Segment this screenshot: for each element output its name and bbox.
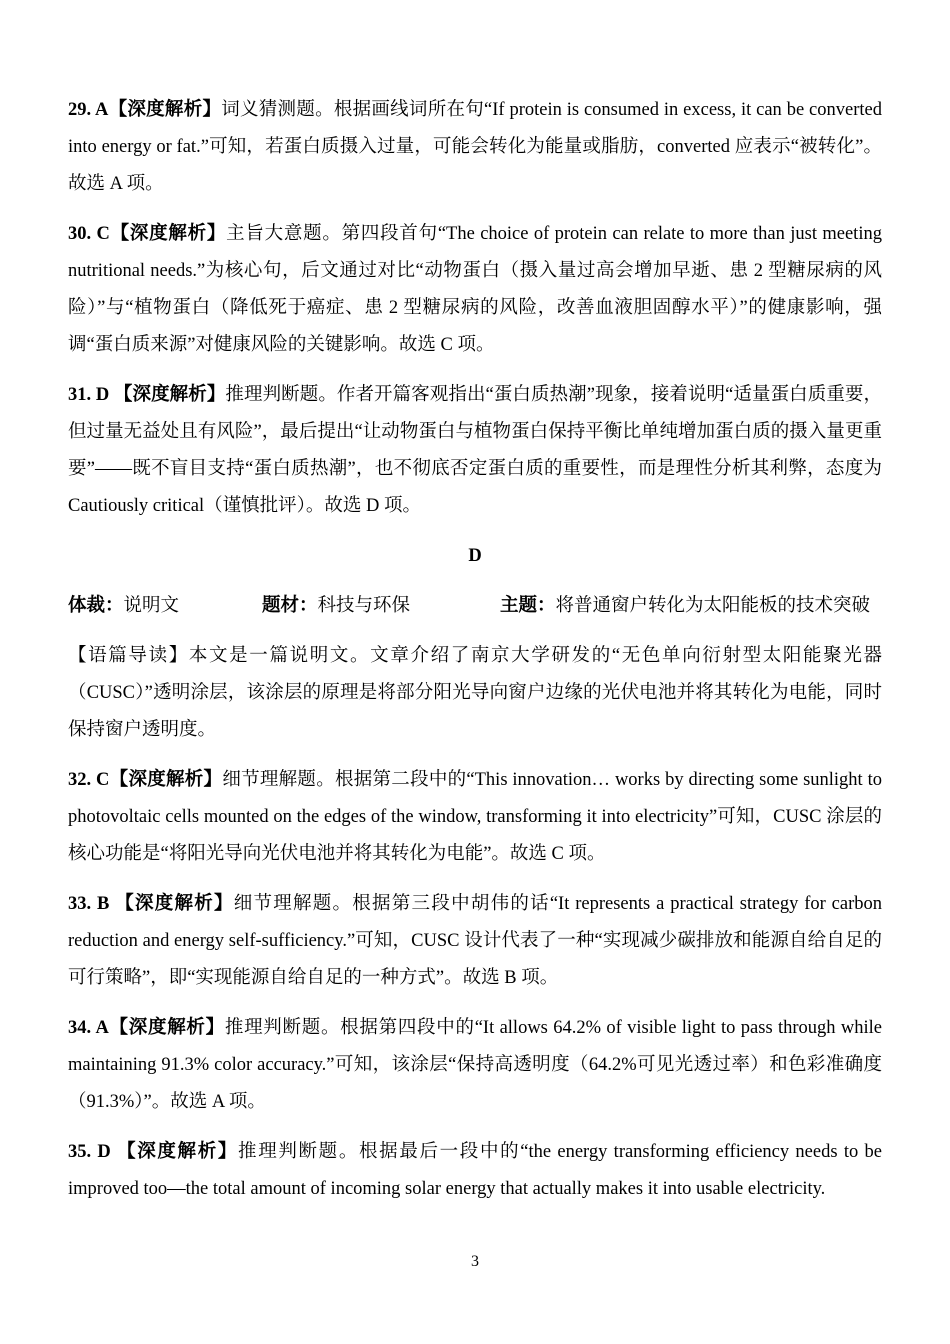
item-label: 29. A [68, 100, 109, 120]
analysis-tag: 【深度解析】 [108, 1018, 225, 1038]
answer-item-34 [68, 1010, 882, 1121]
analysis-tag: 【深度解析】 [113, 385, 226, 405]
item-label: 30. C [68, 224, 110, 244]
item-text: 主旨大意题。第四段首句“The choice of protein can relate to more than just meeting nutritional needs.”为核心句，后文通过对比“动物蛋白（摄入量过高会增加早逝、患 2 型糖尿病的风险）”与“植物蛋白（降低死于癌症、患 2 型糖尿病的风险，改善血液胆固醇水平）”的健康影响，强调“蛋白质来源”对健康风险的关键影响。故选 C 项。 [68, 224, 882, 355]
answer-item-30 [68, 216, 882, 364]
analysis-tag: 【深度解析】 [109, 770, 223, 790]
passage-meta [68, 588, 882, 625]
meta-theme [500, 588, 882, 625]
meta-genre-value: 说明文 [123, 596, 180, 616]
item-text: 推理判断题。作者开篇客观指出“蛋白质热潮”现象，接着说明“适量蛋白质重要，但过量无益处且有风险”，最后提出“让动物蛋白与植物蛋白保持平衡比单纯增加蛋白质的摄入量更重要”——既不盲目支持“蛋白质热潮”，也不彻底否定蛋白质的重要性，而是理性分析其利弊，态度为 Cautiously critical（谨慎批评）。故选 D 项。 [68, 385, 882, 516]
item-text: 细节理解题。根据第三段中胡伟的话“It represents a practical strategy for carbon reduction and energy self-sufficiency.”可知，CUSC 设计代表了一种“实现减少碳排放和能源自给自足的可行策略”，即“实现能源自给自足的一种方式”。故选 B 项。 [68, 894, 882, 988]
meta-genre-label: 体裁： [68, 596, 124, 616]
meta-theme-label: 主题： [500, 596, 556, 616]
item-text: 细节理解题。根据第二段中的“This innovation… works by directing some sunlight to photovoltaic cells mounted on the edges of the window, transforming it into electricity”可知，CUSC 涂层的核心功能是“将阳光导向光伏电池并将其转化为电能”。故选 C 项。 [68, 770, 882, 864]
page-number: 3 [471, 1253, 479, 1270]
answer-item-31 [68, 377, 882, 525]
item-label: 33. B [68, 894, 116, 914]
passage-section-heading: D [468, 546, 482, 566]
analysis-tag: 【深度解析】 [108, 100, 222, 120]
meta-genre [68, 588, 262, 625]
meta-material-label: 题材： [262, 596, 318, 616]
item-text: 推理判断题。根据第四段中的“It allows 64.2% of visible light to pass through while maintaining 91.3% color accuracy.”可知，该涂层“保持高透明度（64.2%可见光透过率）和色彩准确度（91.3%）”。故选 A 项。 [68, 1018, 882, 1112]
answer-item-29 [68, 92, 882, 203]
item-text: 推理判断题。根据最后一段中的“the energy transforming efficiency needs to be improved too—the total amount of incoming solar energy that actually makes it into usable electricity. [68, 1142, 882, 1199]
intro-tag: 【语篇导读】 [68, 646, 189, 666]
meta-material [262, 588, 500, 625]
analysis-tag: 【深度解析】 [115, 894, 234, 914]
answer-item-33 [68, 886, 882, 997]
item-label: 35. D [68, 1142, 118, 1162]
item-label: 31. D [68, 385, 114, 405]
analysis-tag: 【深度解析】 [117, 1142, 239, 1162]
meta-material-value: 科技与环保 [317, 596, 411, 616]
analysis-tag: 【深度解析】 [109, 224, 227, 244]
item-label: 34. A [68, 1018, 109, 1038]
meta-theme-value: 将普通窗户转化为太阳能板的技术突破 [555, 596, 871, 616]
item-label: 32. C [68, 770, 110, 790]
answer-item-32 [68, 762, 882, 873]
item-text: 词义猜测题。根据画线词所在句“If protein is consumed in excess, it can be converted into energy or fat.”可知，若蛋白质摄入过量，可能会转化为能量或脂肪，converted 应表示“被转化”。故选 A 项。 [68, 100, 882, 194]
answer-item-35 [68, 1134, 882, 1208]
passage-intro [68, 638, 882, 749]
intro-text: 本文是一篇说明文。文章介绍了南京大学研发的“无色单向衍射型太阳能聚光器（CUSC）”透明涂层，该涂层的原理是将部分阳光导向窗户边缘的光伏电池并将其转化为电能，同时保持窗户透明度。 [68, 646, 882, 740]
